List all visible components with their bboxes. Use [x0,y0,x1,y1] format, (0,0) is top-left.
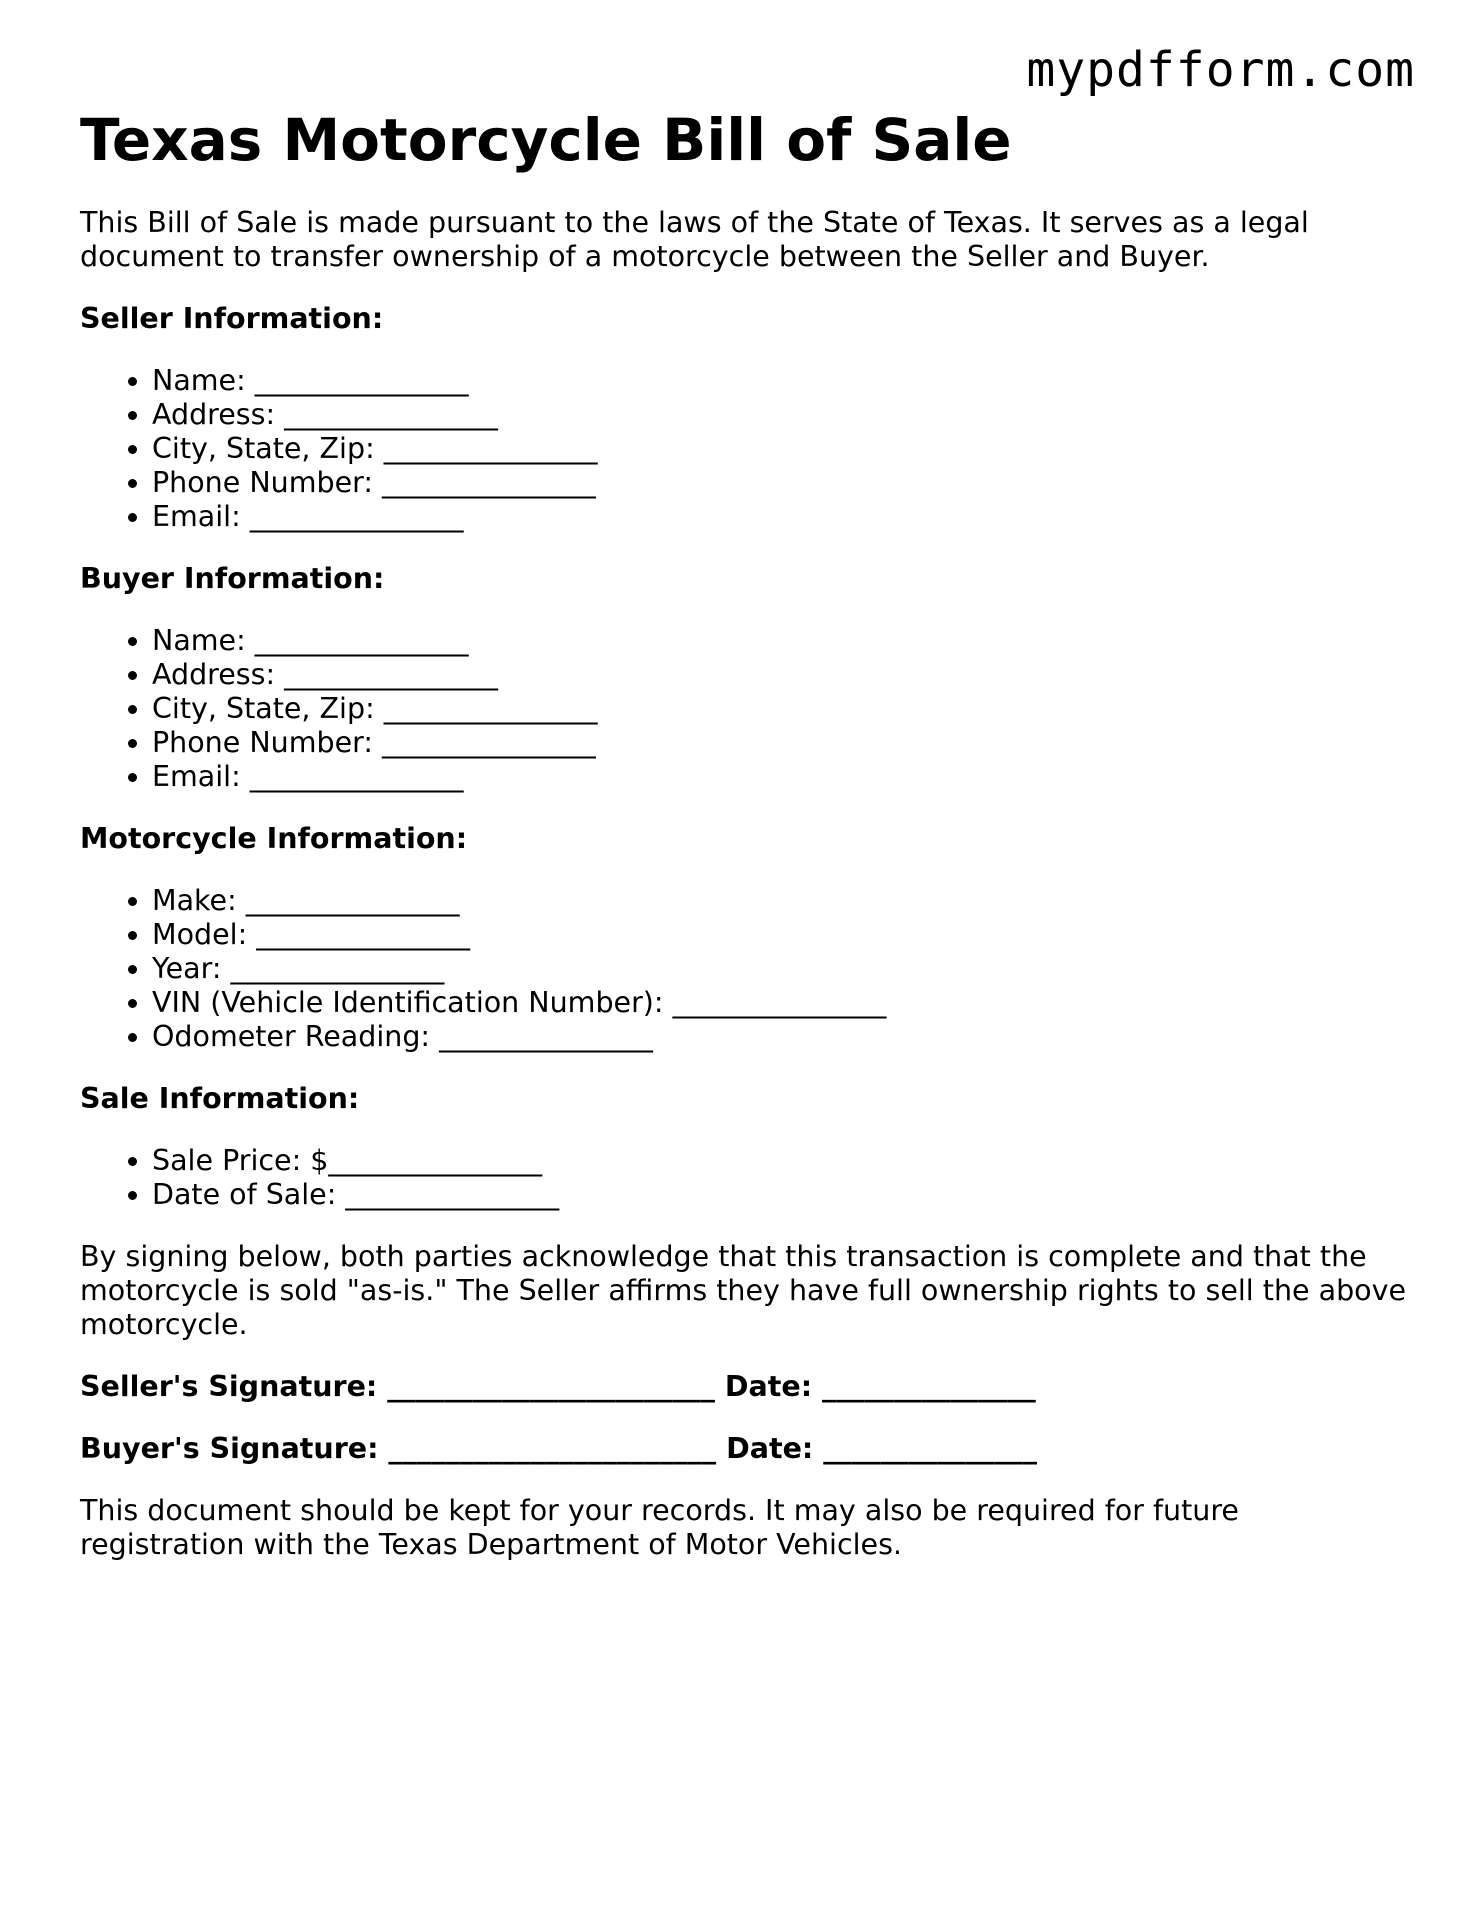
buyer-address-field: • Address: _______________ [152,658,1410,692]
document-page [80,104,1410,1562]
buyer-city-state-zip-field: • City, State, Zip: _______________ [152,692,1410,726]
page-title: Texas Motorcycle Bill of Sale [80,106,1012,174]
sale-section-heading: Sale Information: [80,1082,360,1115]
buyer-phone-field: • Phone Number: _______________ [152,726,1410,760]
buyer-email-field: • Email: _______________ [152,760,1410,794]
sale-price-field: • Sale Price: $_______________ [152,1144,1410,1178]
intro-paragraph: This Bill of Sale is made pursuant to the laws of the State of Texas. It serves as a legal document to transfer ownership of a motorcycle between the Seller and Buyer. [80,206,1309,273]
seller-field-list [80,364,1410,534]
acknowledgement-paragraph: By signing below, both parties acknowledge that this transaction is complete and that the motorcycle is sold "as-is." The Seller affirms they have full ownership rights to sell the above motorcycle. [80,1240,1407,1341]
watermark: mypdfform.com [1026,42,1415,98]
seller-signature-line: Seller's Signature: _______________________ Date: _______________ [80,1370,1036,1403]
motorcycle-year-field: • Year: _______________ [152,952,1410,986]
sale-field-list [80,1144,1410,1212]
motorcycle-odometer-field: • Odometer Reading: _______________ [152,1020,1410,1054]
seller-phone-field: • Phone Number: _______________ [152,466,1410,500]
seller-email-field: • Email: _______________ [152,500,1410,534]
motorcycle-field-list [80,884,1410,1054]
seller-name-field: • Name: _______________ [152,364,1410,398]
motorcycle-vin-field: • VIN (Vehicle Identification Number): _______________ [152,986,1410,1020]
seller-city-state-zip-field: • City, State, Zip: _______________ [152,432,1410,466]
motorcycle-model-field: • Model: _______________ [152,918,1410,952]
seller-address-field: • Address: _______________ [152,398,1410,432]
motorcycle-make-field: • Make: _______________ [152,884,1410,918]
seller-section-heading: Seller Information: [80,302,384,335]
buyer-name-field: • Name: _______________ [152,624,1410,658]
closing-paragraph: This document should be kept for your records. It may also be required for future registration with the Texas Department of Motor Vehicles. [80,1494,1239,1561]
motorcycle-section-heading: Motorcycle Information: [80,822,468,855]
buyer-field-list [80,624,1410,794]
buyer-signature-line: Buyer's Signature: _______________________ Date: _______________ [80,1432,1038,1465]
sale-date-field: • Date of Sale: _______________ [152,1178,1410,1212]
buyer-section-heading: Buyer Information: [80,562,385,595]
